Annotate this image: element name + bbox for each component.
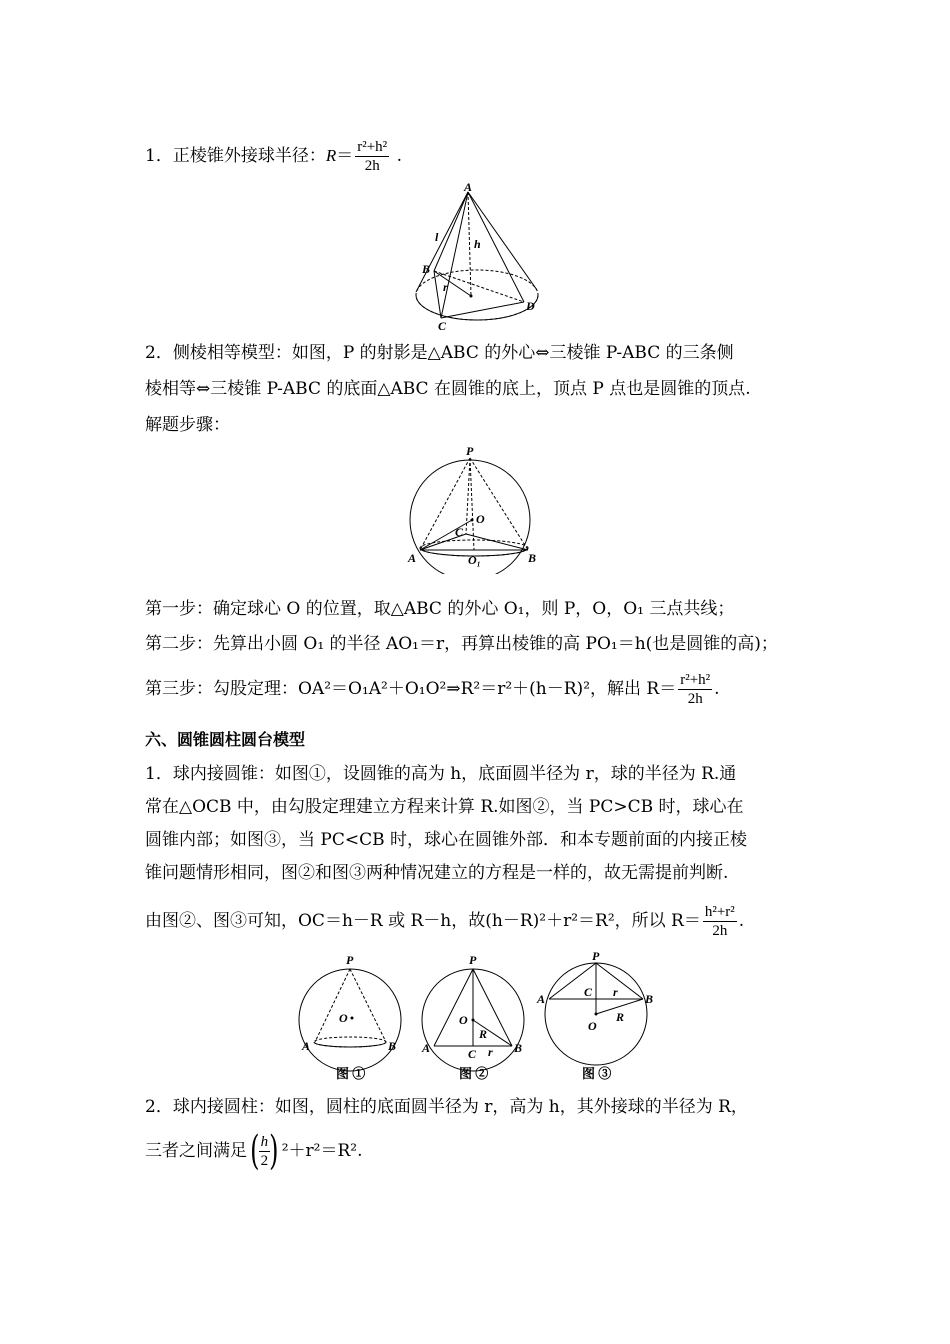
- item6-2-line2-pre: 三者之间满足: [145, 1141, 247, 1161]
- fig1-base-ellipse-front: [416, 295, 538, 320]
- fig1-height: [468, 192, 471, 296]
- section6-title: 六、圆锥圆柱圆台模型: [145, 730, 306, 749]
- fig3b-label-r: r: [488, 1045, 493, 1059]
- item1-lhs: R: [325, 146, 337, 165]
- fig3c-label-O: O: [588, 1019, 597, 1033]
- item1-text: 正棱锥外接球半径：: [172, 146, 326, 166]
- figure-pyramid-cone: [405, 180, 555, 332]
- fig3b-label-C: C: [468, 1047, 477, 1061]
- fig2-O-dot: [471, 519, 474, 522]
- item6-1-frac-num: h²+r²: [704, 904, 735, 920]
- fig2-label-B: B: [528, 551, 537, 565]
- fig2-label-A: A: [408, 551, 417, 565]
- fig3a-label-B: B: [388, 1039, 397, 1053]
- fig3b-label-P: P: [469, 953, 477, 967]
- fig3b-label-R: R: [479, 1027, 488, 1041]
- item6-1-line5-end: .: [738, 911, 745, 931]
- fig3c-label-A: A: [537, 992, 546, 1006]
- fig3a-O-dot: [351, 1017, 354, 1020]
- fig3c-label-R: R: [616, 1010, 625, 1024]
- fig3c-label-P: P: [592, 950, 600, 963]
- item6-1-line2: 常在△OCB 中，由勾股定理建立方程来计算 R.如图②，当 PC>CB 时，球心在: [145, 797, 744, 817]
- item6-2-frac-num: h: [260, 1133, 269, 1150]
- fig3b-label-O: O: [459, 1013, 468, 1027]
- step3-pre: 第三步：勾股定理：OA²＝O₁A²＋O₁O²⇒R²＝r²＋(h－R)²，解出 R＝: [145, 679, 677, 699]
- fig3c-label-r: r: [613, 985, 618, 999]
- item1-frac-num: r²+h²: [357, 139, 388, 155]
- fig3a-sphere: [299, 969, 401, 1071]
- fig1-label-h: h: [474, 237, 481, 251]
- step1: 第一步：确定球心 O 的位置，取△ABC 的外心 O₁，则 P，O，O₁ 三点共线；: [145, 599, 735, 619]
- fig1-radius: [434, 271, 471, 296]
- figure-cone-sphere-cases: [298, 950, 668, 1088]
- fig2-label-O: O: [476, 512, 485, 526]
- fig1-edge-AC: [441, 192, 468, 318]
- fig2-CB: [466, 534, 528, 550]
- item6-1-fraction: [703, 903, 737, 940]
- fig3a-label-A: A: [302, 1039, 311, 1053]
- fig3c-O-dot: [595, 1013, 598, 1016]
- item1-fraction: [355, 138, 389, 175]
- fig1-edge-AB: [434, 192, 468, 271]
- fig3b-PA: [434, 969, 473, 1046]
- step3-fraction: [678, 671, 712, 708]
- step3-frac-den: 2h: [687, 691, 703, 707]
- step3: [145, 671, 720, 708]
- item6-1-line1: 1．球内接圆锥：如图①，设圆锥的高为 h，底面圆半径为 r，球的半径为 R.通: [145, 764, 737, 784]
- item2-line2: 棱相等⇔三棱锥 P-ABC 的底面△ABC 在圆锥的底上，顶点 P 点也是圆锥的顶点.: [145, 379, 751, 399]
- fig1-center-dot: [470, 295, 473, 298]
- item1-num: 1．: [145, 146, 173, 166]
- item6-2-right-paren: ): [269, 1128, 279, 1174]
- item6-1-line4: 锥问题情形相同，图②和图③两种情况建立的方程是一样的，故无需提前判断.: [145, 863, 729, 883]
- step2: 第二步：先算出小圆 O₁ 的半径 AO₁＝r，再算出棱锥的高 PO₁＝h(也是圆锥的高)；: [145, 634, 778, 654]
- fig1-label-B: B: [422, 262, 431, 276]
- fig1-label-D: D: [526, 299, 535, 313]
- item1-frac-den: 2h: [364, 158, 380, 174]
- fig3c-caption: 图 ③: [582, 1066, 612, 1081]
- fig3b-label-B: B: [514, 1041, 523, 1055]
- fig3c-label-B: B: [645, 992, 654, 1006]
- fig3a-PA: [315, 969, 350, 1042]
- fig3b-O-dot: [472, 1019, 475, 1022]
- fig1-edge-BC: [434, 271, 441, 318]
- fig3a-base-front: [314, 1042, 386, 1047]
- step3-end: .: [714, 679, 720, 699]
- fig3b-label-A: A: [422, 1041, 431, 1055]
- fig3a-caption: 图 ①: [336, 1066, 366, 1081]
- item6-2-line2: [145, 1128, 363, 1174]
- fig3a-label-P: P: [346, 953, 354, 967]
- fig3a-label-O: O: [339, 1011, 348, 1025]
- fig2-label-P: P: [466, 444, 474, 458]
- item1-end: .: [396, 146, 402, 166]
- fig2-label-O1: O₁: [468, 553, 481, 567]
- item2-line1: 2．侧棱相等模型：如图，P 的射影是△ABC 的外心⇔三棱锥 P-ABC 的三条侧: [145, 343, 734, 363]
- item6-1-line3: 圆锥内部；如图③，当 PC<CB 时，球心在圆锥外部．和本专题前面的内接正棱: [145, 830, 747, 850]
- item6-1-frac-den: 2h: [712, 923, 728, 939]
- item2-line3: 解题步骤：: [145, 415, 230, 435]
- item6-2-line1: 2．球内接圆柱：如图，圆柱的底面圆半径为 r，高为 h，其外接球的半径为 R，: [145, 1097, 748, 1117]
- fig3c-label-C: C: [584, 985, 593, 999]
- step3-frac-num: r²+h²: [680, 672, 711, 688]
- item6-2-frac-den: 2: [260, 1152, 269, 1169]
- fig1-label-A: A: [464, 180, 473, 194]
- item1-eq: ＝: [336, 146, 354, 166]
- fig1-label-C: C: [438, 319, 447, 332]
- fig1-label-l: l: [435, 230, 439, 244]
- item6-1-line5-pre: 由图②、图③可知，OC＝h－R 或 R－h，故(h－R)²＋r²＝R²，所以 R＝: [145, 911, 701, 931]
- item6-1-line5: [145, 903, 744, 940]
- item6-2-line2-post: ²＋r²＝R².: [281, 1141, 363, 1161]
- fig2-label-C: C: [455, 525, 464, 539]
- item1-line: [145, 138, 402, 175]
- item6-2-left-paren: (: [250, 1128, 260, 1174]
- fig1-label-r: r: [443, 280, 448, 294]
- figure-tetra-sphere: [402, 444, 562, 574]
- fig3a-PB: [350, 969, 386, 1042]
- fig3b-caption: 图 ②: [459, 1066, 489, 1081]
- fig2-PB: [470, 458, 528, 550]
